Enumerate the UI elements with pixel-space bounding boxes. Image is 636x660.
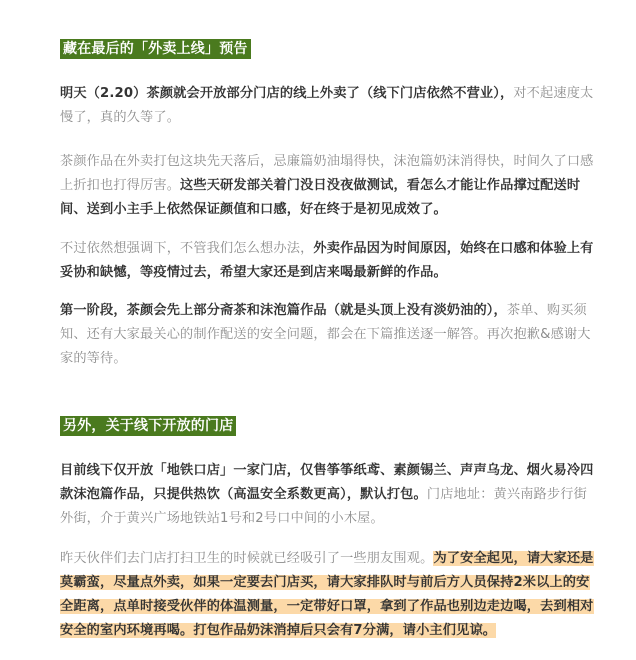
normal-text: 茶单、购买须知、还有大家最关心的制作配送的安全问题，都会在下篇推送逐一解答。再次抱歉&感谢大家的等待。 [60,303,591,366]
paragraph-first-stage [60,299,600,371]
paragraph-store-info [60,459,600,531]
normal-text: 不过依然想强调下，不管我们怎么想办法， [60,241,314,256]
bold-text: 明天（2.20）茶颜就会开放部分门店的线上外卖了（线下门店依然不营业）， [60,86,514,101]
bold-text: 第一阶段，茶颜会先上部分斋茶和沫泡篇作品（就是头顶上没有淡奶油的）， [60,303,507,318]
bold-text: 外卖作品因为时间原因，始终在口感和体验上有妥协和缺憾，等疫情过去，希望大家还是到店来喝最新鲜的作品。 [60,241,594,280]
paragraph-safety-notice [60,547,600,643]
bold-text: 目前线下仅开放「地铁口店」一家门店，仅售筝筝纸鸢、素颜锡兰、声声乌龙、烟火易冷四款沫泡篇作品，只提供热饮（高温安全系数更高），默认打包。 [60,463,594,502]
highlighted-text: 为了安全起见，请大家还是莫霸蛮，尽量点外卖，如果一定要去门店买，请大家排队时与前后方人员保持2米以上的安全距离，点单时接受伙伴的体温测量，一定带好口罩，拿到了作品也别边走边喝，去到相对安全的室内环境再喝。打包作品奶沫消掉后只会有7分满，请小主们见谅。 [60,551,594,638]
normal-text: 对不起速度太慢了，真的久等了。 [60,86,594,125]
paragraph-compromise-note [60,237,600,285]
paragraph-packaging-testing [60,150,600,222]
section-heading-delivery-preview: 藏在最后的「外卖上线」预告 [60,39,251,59]
section-heading-offline-stores: 另外，关于线下开放的门店 [60,416,236,436]
normal-text: 昨天伙伴们去门店打扫卫生的时候就已经吸引了一些朋友围观。 [60,551,434,566]
paragraph-delivery-announcement [60,82,600,130]
bold-text: 这些天研发部关着门没日没夜做测试，看怎么才能让作品撑过配送时间、送到小主手上依然保证颜值和口感，好在终于是初见成效了。 [60,178,581,217]
normal-text: 门店地址：黄兴南路步行街外街，介于黄兴广场地铁站1号和2号口中间的小木屋。 [60,487,587,526]
normal-text: 茶颜作品在外卖打包这块先天落后，忌廉篇奶油塌得快，沫泡篇奶沫消得快，时间久了口感上折扣也打得厉害。 [60,154,594,193]
